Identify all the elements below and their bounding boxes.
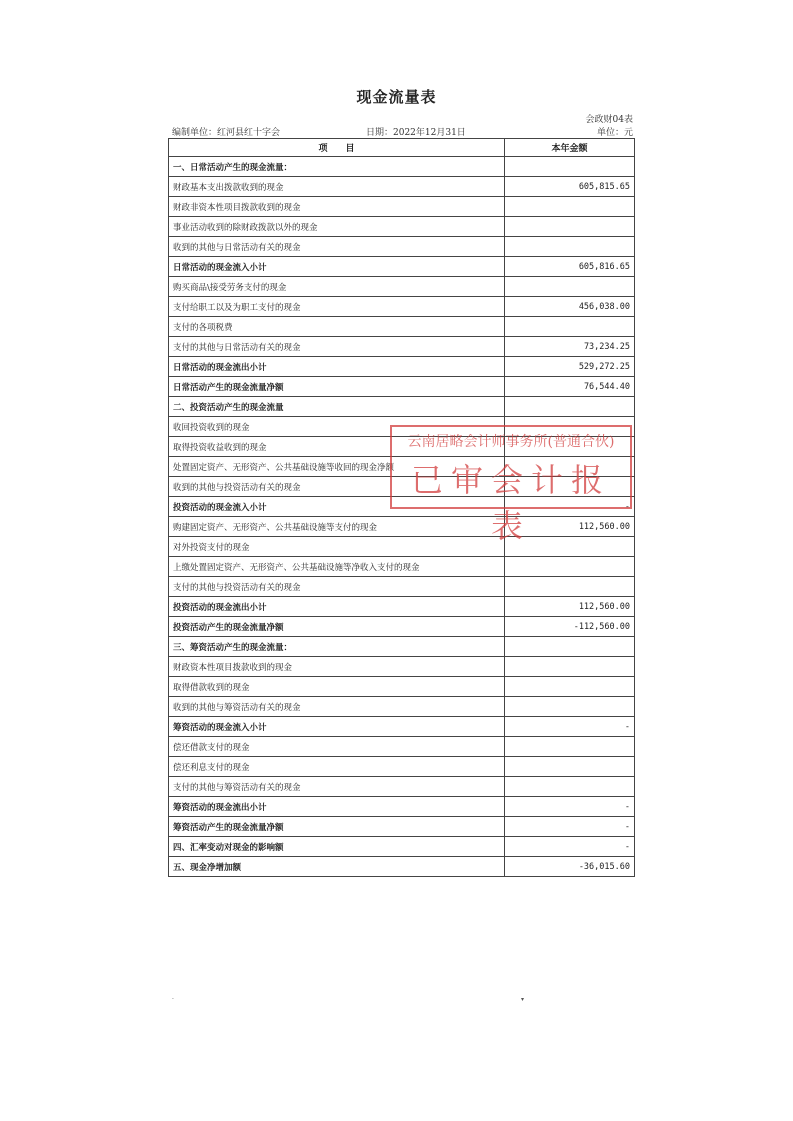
table-row <box>169 597 635 617</box>
row-label: 财政非资本性项目拨款收到的现金 <box>169 197 505 217</box>
row-label: 偿还利息支付的现金 <box>169 757 505 777</box>
footer-mark-right: ▾ <box>521 996 525 1003</box>
cash-flow-table <box>168 138 635 877</box>
row-amount <box>505 397 635 417</box>
row-amount: -36,015.60 <box>505 857 635 877</box>
row-amount <box>505 457 635 477</box>
table-row <box>169 537 635 557</box>
row-label: 上缴处置固定资产、无形资产、公共基础设施等净收入支付的现金 <box>169 557 505 577</box>
table-row <box>169 237 635 257</box>
table-row <box>169 317 635 337</box>
row-amount <box>505 657 635 677</box>
row-label: 对外投资支付的现金 <box>169 537 505 557</box>
row-amount: 529,272.25 <box>505 357 635 377</box>
row-amount <box>505 777 635 797</box>
row-amount: - <box>505 817 635 837</box>
row-amount <box>505 437 635 457</box>
table-row <box>169 517 635 537</box>
table-row <box>169 577 635 597</box>
table-row <box>169 697 635 717</box>
table-body <box>169 157 635 877</box>
report-date: 日期：2022年12月31日 <box>366 128 466 138</box>
table-row <box>169 277 635 297</box>
table-row <box>169 477 635 497</box>
row-label: 收回投资收到的现金 <box>169 417 505 437</box>
row-label: 支付的其他与日常活动有关的现金 <box>169 337 505 357</box>
stamp-audited-text: 已审会计报表 <box>410 461 611 545</box>
header-item: 项 目 <box>169 139 505 157</box>
row-label: 事业活动收到的除财政拨款以外的现金 <box>169 217 505 237</box>
row-label: 筹资活动的现金流出小计 <box>169 797 505 817</box>
row-label: 购买商品\接受劳务支付的现金 <box>169 277 505 297</box>
row-label: 筹资活动的现金流入小计 <box>169 717 505 737</box>
row-label: 三、筹资活动产生的现金流量： <box>169 637 505 657</box>
row-amount: - <box>505 717 635 737</box>
row-amount <box>505 417 635 437</box>
row-label: 支付的各项税费 <box>169 317 505 337</box>
row-label: 一、日常活动产生的现金流量： <box>169 157 505 177</box>
table-row <box>169 457 635 477</box>
row-label: 收到的其他与日常活动有关的现金 <box>169 237 505 257</box>
row-amount: - <box>505 497 635 517</box>
row-label: 支付的其他与筹资活动有关的现金 <box>169 777 505 797</box>
row-amount <box>505 537 635 557</box>
table-row <box>169 797 635 817</box>
header-amount: 本年金额 <box>505 139 635 157</box>
row-label: 四、汇率变动对现金的影响额 <box>169 837 505 857</box>
table-row <box>169 157 635 177</box>
row-label: 处置固定资产、无形资产、公共基础设施等收回的现金净额 <box>169 457 505 477</box>
table-row <box>169 777 635 797</box>
row-amount <box>505 237 635 257</box>
reporting-unit: 编制单位：红河县红十字会 <box>172 128 281 138</box>
currency-unit: 单位：元 <box>596 128 633 138</box>
row-amount <box>505 577 635 597</box>
table-row <box>169 417 635 437</box>
row-label: 收到的其他与筹资活动有关的现金 <box>169 697 505 717</box>
table-row <box>169 617 635 637</box>
row-label: 财政基本支出拨款收到的现金 <box>169 177 505 197</box>
row-amount: 605,816.65 <box>505 257 635 277</box>
table-row <box>169 397 635 417</box>
table-row <box>169 657 635 677</box>
table-row <box>169 357 635 377</box>
row-amount <box>505 197 635 217</box>
row-label: 购建固定资产、无形资产、公共基础设施等支付的现金 <box>169 517 505 537</box>
report-title: 现金流量表 <box>356 88 437 106</box>
table-row <box>169 437 635 457</box>
row-amount: - <box>505 837 635 857</box>
row-amount: 112,560.00 <box>505 517 635 537</box>
row-amount <box>505 637 635 657</box>
row-amount <box>505 757 635 777</box>
row-label: 取得投资收益收到的现金 <box>169 437 505 457</box>
row-label: 投资活动产生的现金流量净额 <box>169 617 505 637</box>
row-label: 二、投资活动产生的现金流量 <box>169 397 505 417</box>
table-row <box>169 817 635 837</box>
row-label: 投资活动的现金流出小计 <box>169 597 505 617</box>
table-row <box>169 557 635 577</box>
row-amount <box>505 157 635 177</box>
stamp-firm-name: 云南居略会计师事务所(普通合伙) <box>407 434 615 450</box>
row-amount <box>505 557 635 577</box>
footer-mark-left: · <box>172 996 174 1003</box>
row-label: 日常活动产生的现金流量净额 <box>169 377 505 397</box>
row-amount <box>505 477 635 497</box>
table-row <box>169 677 635 697</box>
table-row <box>169 857 635 877</box>
row-label: 支付给职工以及为职工支付的现金 <box>169 297 505 317</box>
row-label: 取得借款收到的现金 <box>169 677 505 697</box>
row-label: 收到的其他与投资活动有关的现金 <box>169 477 505 497</box>
table-row <box>169 297 635 317</box>
table-row <box>169 637 635 657</box>
row-amount <box>505 277 635 297</box>
table-row <box>169 837 635 857</box>
row-label: 投资活动的现金流入小计 <box>169 497 505 517</box>
row-label: 日常活动的现金流入小计 <box>169 257 505 277</box>
row-amount: -112,560.00 <box>505 617 635 637</box>
row-amount: - <box>505 797 635 817</box>
row-label: 五、现金净增加额 <box>169 857 505 877</box>
row-amount: 112,560.00 <box>505 597 635 617</box>
table-row <box>169 257 635 277</box>
row-label: 支付的其他与投资活动有关的现金 <box>169 577 505 597</box>
table-row <box>169 177 635 197</box>
row-amount: 605,815.65 <box>505 177 635 197</box>
row-amount: 73,234.25 <box>505 337 635 357</box>
table-row <box>169 757 635 777</box>
form-number: 会政财04表 <box>585 115 633 125</box>
row-amount: 76,544.40 <box>505 377 635 397</box>
row-amount <box>505 217 635 237</box>
row-label: 日常活动的现金流出小计 <box>169 357 505 377</box>
table-row <box>169 377 635 397</box>
table-row <box>169 217 635 237</box>
table-row <box>169 337 635 357</box>
row-amount <box>505 677 635 697</box>
row-amount <box>505 697 635 717</box>
table-row <box>169 737 635 757</box>
row-label: 财政资本性项目拨款收到的现金 <box>169 657 505 677</box>
row-label: 偿还借款支付的现金 <box>169 737 505 757</box>
row-amount: 456,038.00 <box>505 297 635 317</box>
table-header-row <box>169 139 635 157</box>
table-row <box>169 197 635 217</box>
table-row <box>169 497 635 517</box>
row-amount <box>505 317 635 337</box>
row-label: 筹资活动产生的现金流量净额 <box>169 817 505 837</box>
table-row <box>169 717 635 737</box>
row-amount <box>505 737 635 757</box>
